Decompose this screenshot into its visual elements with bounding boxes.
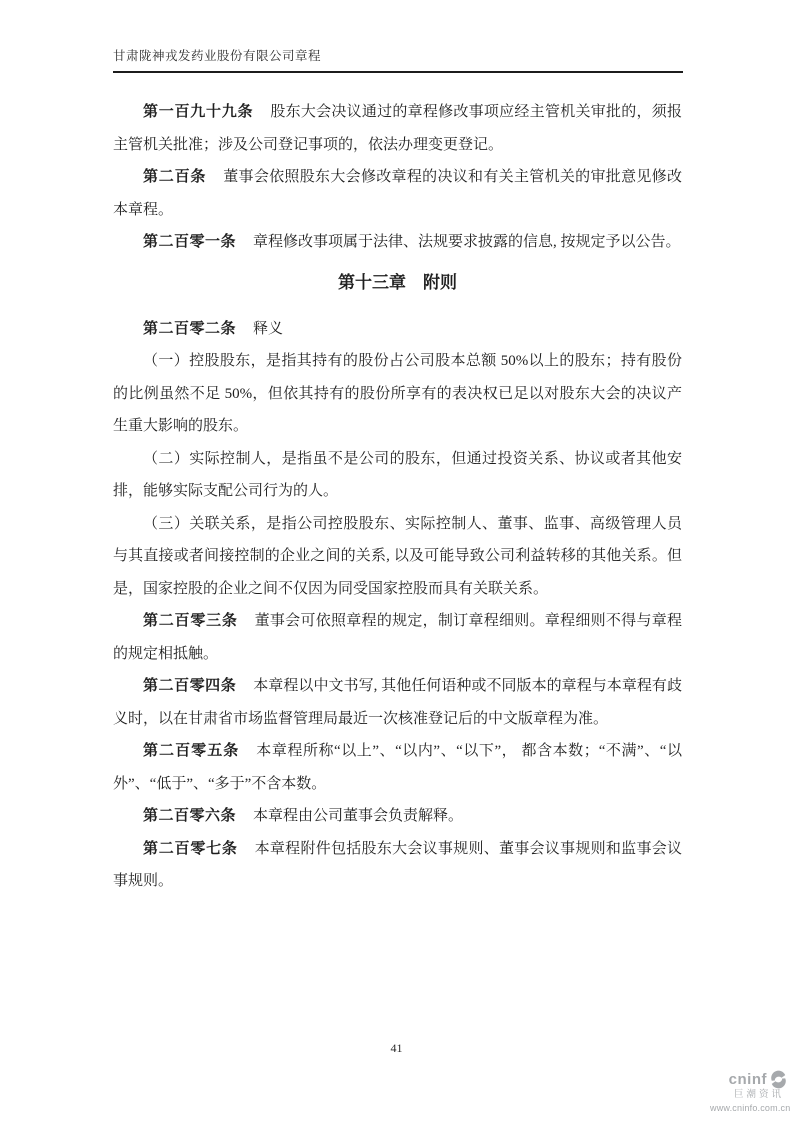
definition-item-2: （二）实际控制人，是指虽不是公司的股东，但通过投资关系、协议或者其他安排，能够实际支配公司行为的人。 bbox=[113, 450, 682, 499]
article-number: 第二百零六条 bbox=[143, 808, 237, 824]
document-body bbox=[113, 96, 682, 898]
article-205-paragraph bbox=[113, 735, 682, 800]
article-text: 本章程附件包括股东大会议事规则、董事会议事规则和监事会议事规则。 bbox=[113, 840, 682, 889]
page-header bbox=[113, 46, 683, 73]
article-text: 本章程以中文书写, 其他任何语种或不同版本的章程与本章程有歧义时，以在甘肃省市场监督管理局最近一次核准登记后的中文版章程为准。 bbox=[113, 678, 682, 727]
chapter-heading: 第十三章 附则 bbox=[338, 272, 457, 292]
article-text: 释义 bbox=[253, 320, 284, 337]
cninfo-swirl-icon bbox=[769, 1070, 788, 1089]
article-text: 董事会可依照章程的规定，制订章程细则。章程细则不得与章程的规定相抵触。 bbox=[113, 613, 682, 662]
cninfo-brand-text: cninf bbox=[728, 1070, 767, 1088]
article-number: 第二百零一条 bbox=[143, 234, 237, 250]
definition-item-1: （一）控股股东，是指其持有的股份占公司股本总额 50%以上的股东；持有股份的比例虽然不足 50%，但依其持有的股份所享有的表决权已足以对股东大会的决议产生重大影响的股东。 bbox=[113, 353, 682, 434]
page-number: 41 bbox=[390, 1041, 403, 1055]
article-number: 第二百零二条 bbox=[143, 320, 237, 337]
article-number: 第二百零四条 bbox=[143, 678, 237, 694]
header-title: 甘肃陇神戎发药业股份有限公司章程 bbox=[113, 46, 683, 73]
article-number: 第二百条 bbox=[143, 169, 207, 185]
cninfo-url: www.cninfo.com.cn bbox=[710, 1102, 791, 1113]
article-text: 本章程所称“以上”、“以内”、“以下”， 都含本数；“不满”、“以外”、“低于”、“多于”不含本数。 bbox=[113, 743, 682, 792]
cninfo-chinese-name: 巨潮资讯 bbox=[733, 1089, 784, 1100]
article-text: 董事会依照股东大会修改章程的决议和有关主管机关的审批意见修改本章程。 bbox=[113, 169, 682, 218]
article-202-paragraph bbox=[113, 313, 682, 346]
article-206-paragraph bbox=[113, 800, 682, 833]
article-text: 章程修改事项属于法律、法规要求披露的信息, 按规定予以公告。 bbox=[253, 234, 681, 250]
article-number: 第二百零七条 bbox=[143, 840, 238, 857]
article-number: 第二百零三条 bbox=[143, 613, 238, 629]
definition-item-3: （三）关联关系，是指公司控股股东、实际控制人、董事、监事、高级管理人员与其直接或者间接控制的企业之间的关系, 以及可能导致公司利益转移的其他关系。但是，国家控股的企业之间不仅因为同受国家控股而具有关联关系。 bbox=[113, 515, 682, 597]
article-number: 第二百零五条 bbox=[143, 743, 240, 759]
cninfo-logo bbox=[710, 1070, 790, 1113]
article-203-paragraph bbox=[113, 605, 682, 670]
article-number: 第一百九十九条 bbox=[143, 104, 254, 120]
article-199-paragraph bbox=[113, 96, 682, 161]
article-201-paragraph bbox=[113, 226, 682, 259]
article-text: 股东大会决议通过的章程修改事项应经主管机关审批的，须报主管机关批准；涉及公司登记事项的，依法办理变更登记。 bbox=[113, 104, 682, 153]
article-207-paragraph bbox=[113, 833, 682, 898]
article-text: 本章程由公司董事会负责解释。 bbox=[253, 808, 464, 824]
article-204-paragraph bbox=[113, 670, 682, 735]
article-200-paragraph bbox=[113, 161, 682, 226]
cninfo-logo-row bbox=[710, 1070, 790, 1089]
